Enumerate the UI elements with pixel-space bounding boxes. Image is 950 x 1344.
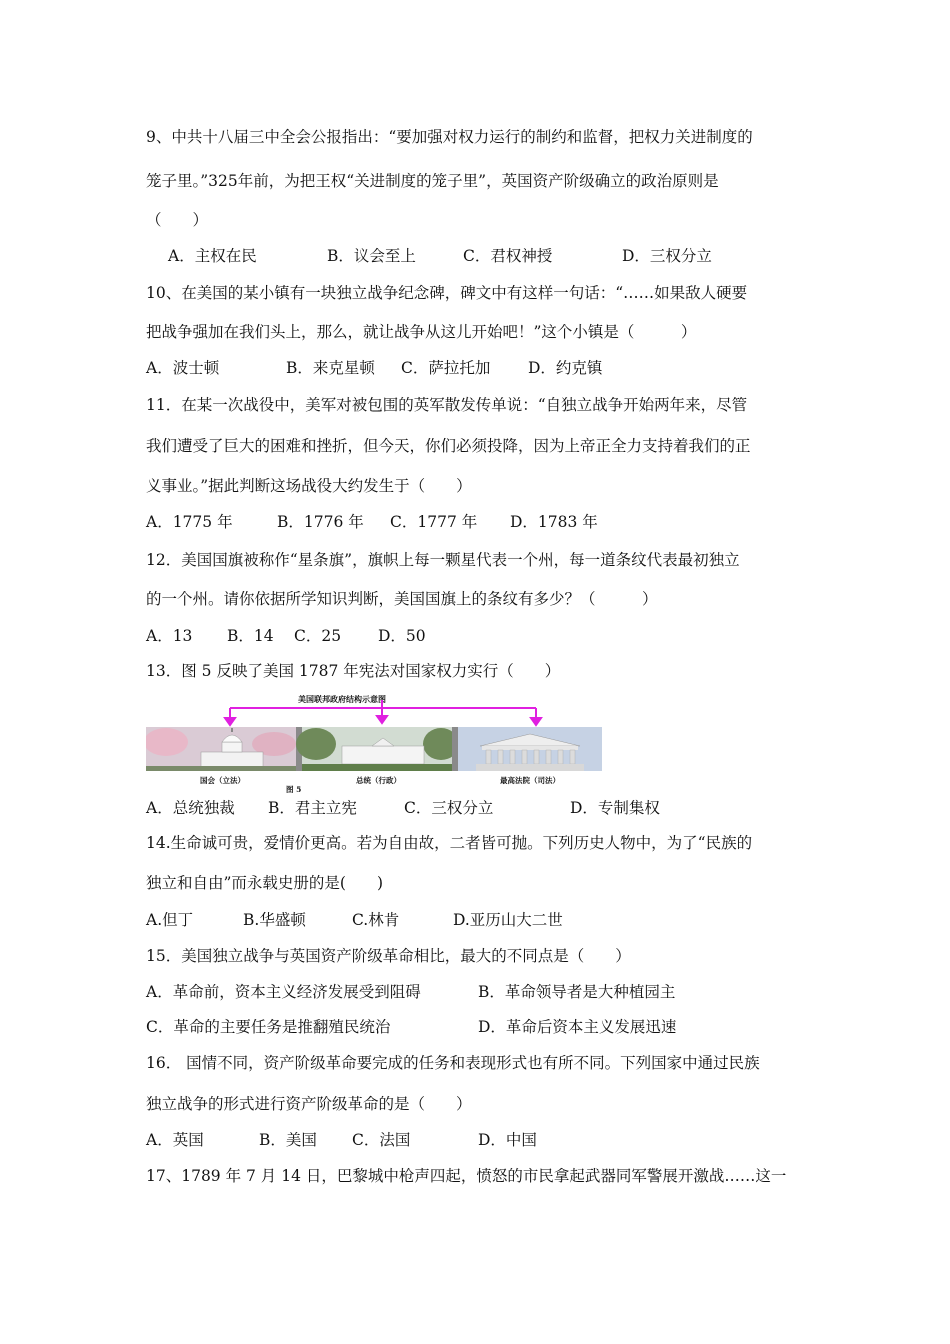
supreme-court-icon: [458, 727, 602, 771]
capitol-building-icon: [146, 727, 296, 771]
q9-line-2: 笼子里。”325年前，为把王权“关进制度的笼子里”，英国资产阶级确立的政治原则是: [146, 172, 719, 190]
q14-option-d: D.亚历山大二世: [453, 911, 563, 929]
q11-line-3: 义事业。”据此判断这场战役大约发生于（ ）: [146, 477, 472, 495]
q12-line-2: 的一个州。请你依据所学知识判断，美国国旗上的条纹有多少？（ ）: [146, 590, 658, 608]
q16-option-d: D．中国: [478, 1131, 537, 1149]
q13-option-c: C．三权分立: [404, 799, 494, 817]
q10-option-c: C．萨拉托加: [401, 359, 491, 377]
q9-option-c: C．君权神授: [463, 247, 553, 265]
figure-title: 美国联邦政府结构示意图: [298, 694, 386, 704]
q16-line-1: 16． 国情不同，资产阶级革命要完成的任务和表现形式也有所不同。下列国家中通过民族: [146, 1054, 760, 1072]
q15-option-c: C．革命的主要任务是推翻殖民统治: [146, 1018, 391, 1036]
q11-option-d: D．1783 年: [510, 513, 598, 531]
q10-option-b: B．来克星顿: [286, 359, 375, 377]
q15-line-1: 15．美国独立战争与英国资产阶级革命相比，最大的不同点是（ ）: [146, 947, 631, 965]
q15-option-b: B．革命领导者是大种植园主: [478, 983, 676, 1001]
q9-option-a: A．主权在民: [168, 247, 257, 265]
q16-option-c: C．法国: [352, 1131, 411, 1149]
figure-panel-label-president: 总统（行政）: [356, 776, 401, 785]
q17-line-1: 17、1789 年 7 月 14 日，巴黎城中枪声四起，愤怒的市民拿起武器同军警展开激战……这一: [146, 1167, 787, 1185]
white-house-icon: [296, 727, 459, 771]
q16-option-a: A．英国: [146, 1131, 204, 1149]
figure-panel-label-court: 最高法院（司法）: [500, 776, 560, 785]
q9-option-b: B．议会至上: [327, 247, 416, 265]
q10-line-1: 10、在美国的某小镇有一块独立战争纪念碑，碑文中有这样一句话：“……如果敌人硬要: [146, 284, 748, 302]
q14-option-b: B.华盛顿: [243, 911, 306, 929]
q14-option-a: A.但丁: [146, 911, 194, 929]
q10-line-2: 把战争强加在我们头上，那么，就让战争从这儿开始吧！”这个小镇是（ ）: [146, 323, 697, 341]
q12-option-d: D．50: [378, 627, 426, 645]
figure-number-label: 图 5: [286, 785, 302, 794]
q14-line-1: 14.生命诚可贵，爱情价更高。若为自由故，二者皆可抛。下列历史人物中，为了“民族的: [146, 834, 753, 852]
q11-line-2: 我们遭受了巨大的困难和挫折，但今天，你们必须投降，因为上帝正全力支持着我们的正: [146, 437, 751, 455]
q11-line-1: 11．在某一次战役中，美军对被包围的英军散发传单说：“自独立战争开始两年来，尽管: [146, 396, 748, 414]
q12-option-b: B．14: [227, 627, 274, 645]
q14-line-2: 独立和自由”而永载史册的是( ): [146, 874, 384, 892]
q11-option-b: B．1776 年: [277, 513, 364, 531]
figure-arrows: [225, 700, 541, 725]
figure-panel-label-congress: 国会（立法）: [200, 776, 245, 785]
q13-line-1: 13．图 5 反映了美国 1787 年宪法对国家权力实行（ ）: [146, 662, 561, 680]
q12-option-c: C．25: [294, 627, 342, 645]
q16-option-b: B．美国: [259, 1131, 317, 1149]
q12-option-a: A．13: [146, 627, 193, 645]
q16-line-2: 独立战争的形式进行资产阶级革命的是（ ）: [146, 1095, 472, 1113]
q13-option-a: A．总统独裁: [146, 799, 235, 817]
q11-option-c: C．1777 年: [390, 513, 478, 531]
q15-option-a: A．革命前，资本主义经济发展受到阻碍: [146, 983, 421, 1001]
q10-option-d: D．约克镇: [528, 359, 603, 377]
q9-line-3: （ ）: [146, 211, 209, 229]
figure-diagram: [146, 694, 602, 788]
q9-line-1: 9、中共十八届三中全会公报指出：“要加强对权力运行的制约和监督，把权力关进制度的: [146, 128, 753, 146]
q11-option-a: A．1775 年: [146, 513, 233, 531]
q14-option-c: C.林肯: [352, 911, 400, 929]
q13-option-b: B．君主立宪: [268, 799, 357, 817]
q12-line-1: 12．美国国旗被称作“星条旗”，旗帜上每一颗星代表一个州，每一道条纹代表最初独立: [146, 551, 740, 569]
q15-option-d: D．革命后资本主义发展迅速: [478, 1018, 677, 1036]
q13-option-d: D．专制集权: [570, 799, 660, 817]
q9-option-d: D．三权分立: [622, 247, 712, 265]
q10-option-a: A．波士顿: [146, 359, 220, 377]
